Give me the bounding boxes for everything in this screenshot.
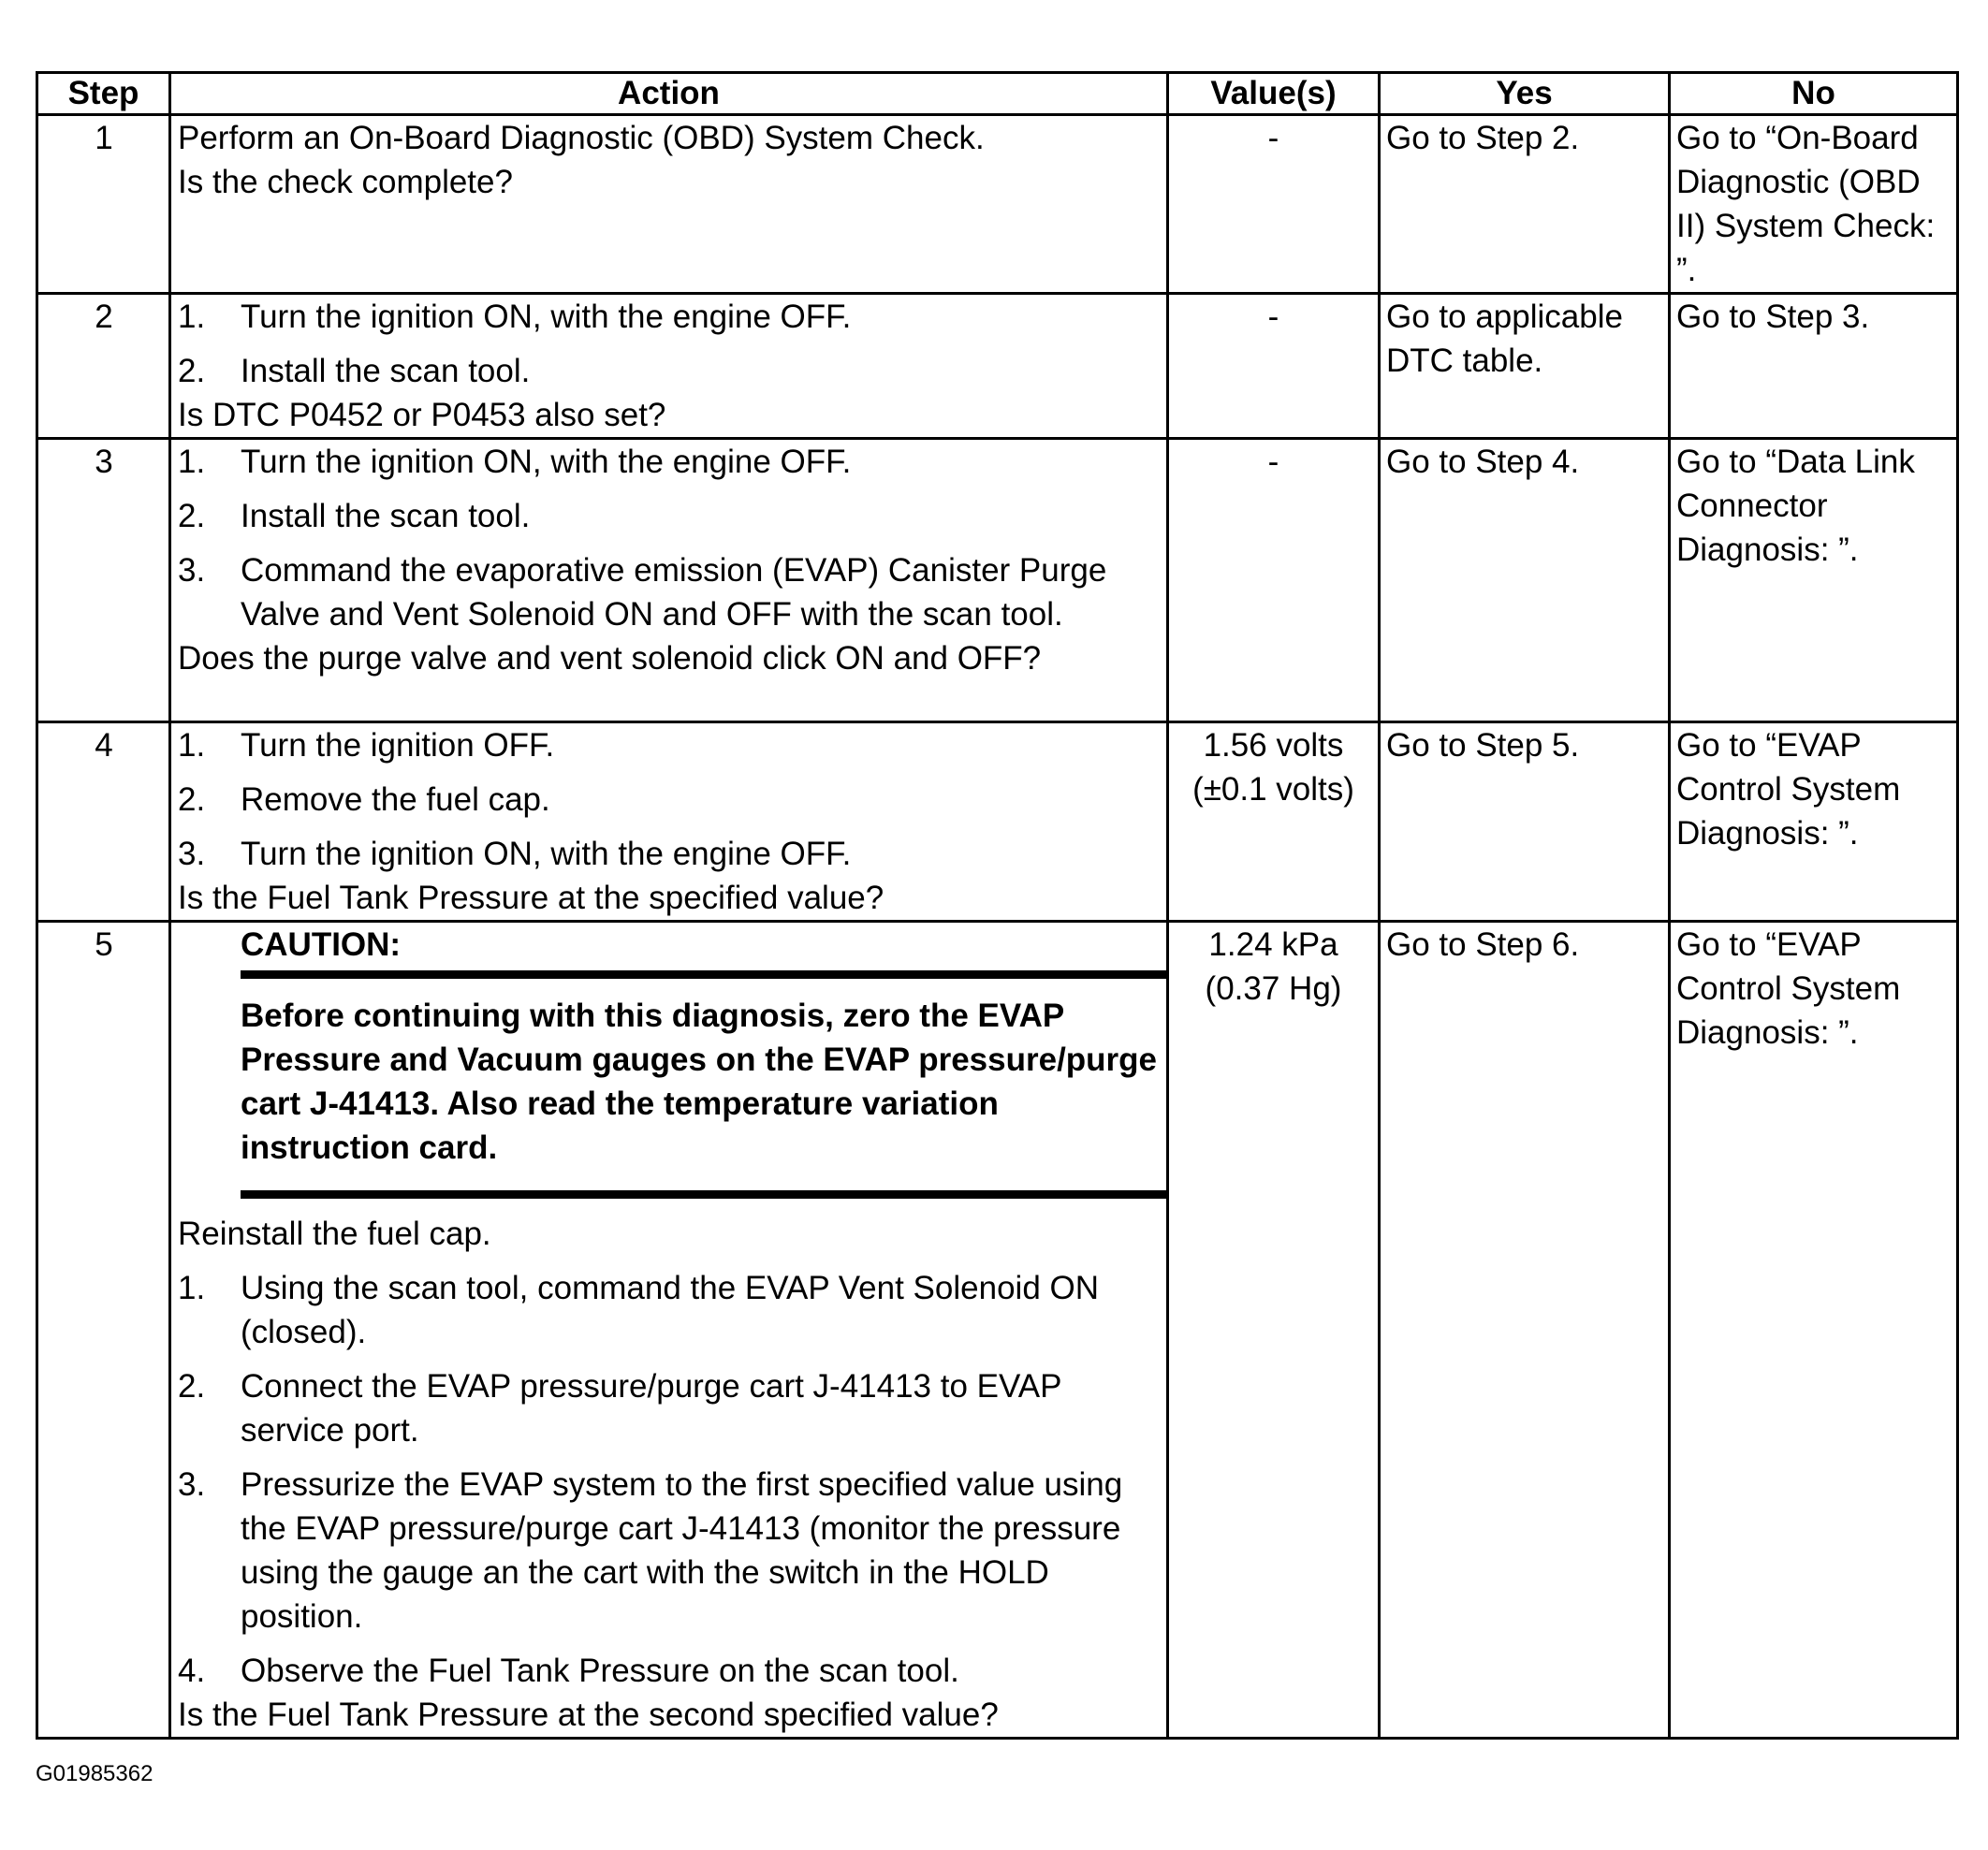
item-number: 1. [178, 299, 206, 335]
table-row [37, 922, 1958, 1739]
item-text: Connect the EVAP pressure/purge cart J-41413 to EVAP service port. [241, 1368, 1061, 1449]
item-text: Pressurize the EVAP system to the first specified value using the EVAP pressure/purge cart J-41413 (monitor the pressure using the gauge an the cart with the switch in the HOLD position. [241, 1466, 1123, 1635]
action-item [178, 1364, 1161, 1452]
caution-title: CAUTION: [241, 926, 402, 963]
item-number: 1. [178, 444, 206, 480]
value-tolerance: (±0.1 volts) [1192, 771, 1354, 808]
item-number: 3. [178, 1466, 206, 1503]
no-cell: Go to “On-Board Diagnostic (OBD II) System Check: ”. [1670, 115, 1958, 294]
table-row [37, 722, 1958, 922]
action-item [178, 548, 1161, 636]
item-text: Turn the ignition ON, with the engine OFF. [241, 299, 852, 335]
caution-box [241, 923, 1161, 1199]
action-cell [170, 722, 1168, 922]
action-item [178, 1463, 1161, 1639]
step-number: 2 [37, 294, 170, 439]
item-number: 1. [178, 1270, 206, 1306]
value-cell [1168, 439, 1380, 722]
action-text: Perform an On-Board Diagnostic (OBD) System Check. [178, 120, 985, 156]
value-cell [1168, 294, 1380, 439]
action-cell [170, 439, 1168, 722]
no-cell: Go to “EVAP Control System Diagnosis: ”. [1670, 922, 1958, 1739]
action-item [178, 295, 1161, 339]
action-cell [170, 922, 1168, 1739]
action-cell [170, 294, 1168, 439]
caution-divider [241, 1190, 1166, 1199]
value-cell [1168, 922, 1380, 1739]
action-item [178, 440, 1161, 484]
action-question: Does the purge valve and vent solenoid click ON and OFF? [178, 640, 1042, 677]
item-text: Command the evaporative emission (EVAP) Canister Purge Valve and Vent Solenoid ON and OFF with the scan tool. [241, 552, 1107, 633]
item-number: 2. [178, 498, 206, 534]
yes-cell: Go to Step 6. [1380, 922, 1670, 1739]
header-step: Step [37, 73, 170, 115]
action-cell [170, 115, 1168, 294]
item-number: 3. [178, 552, 206, 589]
value-cell [1168, 115, 1380, 294]
figure-id: G01985362 [36, 1761, 153, 1786]
item-number: 1. [178, 727, 206, 764]
value-cell [1168, 722, 1380, 922]
caution-text: Before continuing with this diagnosis, zero the EVAP Pressure and Vacuum gauges on the EVAP pressure/purge cart J-41413. Also read the temperature variation instruction card. [241, 998, 1158, 1166]
item-text: Using the scan tool, command the EVAP Vent Solenoid ON (closed). [241, 1270, 1100, 1350]
item-text: Turn the ignition OFF. [241, 727, 555, 764]
action-item [178, 778, 1161, 822]
item-text: Install the scan tool. [241, 353, 531, 389]
action-question: Is the Fuel Tank Pressure at the specified value? [178, 880, 884, 916]
action-item [178, 1266, 1161, 1354]
item-number: 2. [178, 353, 206, 389]
diagnostic-table [36, 71, 1959, 1740]
value-text: 1.24 kPa [1208, 926, 1338, 963]
table-row [37, 294, 1958, 439]
no-cell: Go to “Data Link Connector Diagnosis: ”. [1670, 439, 1958, 722]
no-cell: Go to “EVAP Control System Diagnosis: ”. [1670, 722, 1958, 922]
action-item [178, 494, 1161, 538]
caution-divider [241, 970, 1166, 979]
action-item [178, 832, 1161, 876]
yes-cell: Go to applicable DTC table. [1380, 294, 1670, 439]
yes-cell: Go to Step 2. [1380, 115, 1670, 294]
action-item [178, 723, 1161, 767]
step-number: 3 [37, 439, 170, 722]
table-header-row [37, 73, 1958, 115]
item-number: 2. [178, 1368, 206, 1405]
action-question: Is the check complete? [178, 164, 513, 200]
step-number: 4 [37, 722, 170, 922]
item-text: Observe the Fuel Tank Pressure on the scan tool. [241, 1653, 959, 1689]
value-text: - [1267, 120, 1279, 156]
action-question: Is the Fuel Tank Pressure at the second specified value? [178, 1697, 999, 1733]
value-text: - [1267, 444, 1279, 480]
action-pre-line: Reinstall the fuel cap. [178, 1216, 491, 1252]
value-text: 1.56 volts [1203, 727, 1344, 764]
value-text: - [1267, 299, 1279, 335]
value-alt-unit: (0.37 Hg) [1205, 970, 1342, 1007]
step-number: 5 [37, 922, 170, 1739]
header-values: Value(s) [1168, 73, 1380, 115]
table-row [37, 439, 1958, 722]
item-text: Turn the ignition ON, with the engine OFF. [241, 836, 852, 872]
item-number: 3. [178, 836, 206, 872]
action-item [178, 1649, 1161, 1693]
item-text: Install the scan tool. [241, 498, 531, 534]
header-action: Action [170, 73, 1168, 115]
action-question: Is DTC P0452 or P0453 also set? [178, 397, 666, 433]
item-number: 4. [178, 1653, 206, 1689]
yes-cell: Go to Step 5. [1380, 722, 1670, 922]
item-text: Turn the ignition ON, with the engine OFF. [241, 444, 852, 480]
no-cell: Go to Step 3. [1670, 294, 1958, 439]
step-number: 1 [37, 115, 170, 294]
item-text: Remove the fuel cap. [241, 781, 550, 818]
header-no: No [1670, 73, 1958, 115]
yes-cell: Go to Step 4. [1380, 439, 1670, 722]
header-yes: Yes [1380, 73, 1670, 115]
item-number: 2. [178, 781, 206, 818]
action-item [178, 349, 1161, 393]
table-row [37, 115, 1958, 294]
